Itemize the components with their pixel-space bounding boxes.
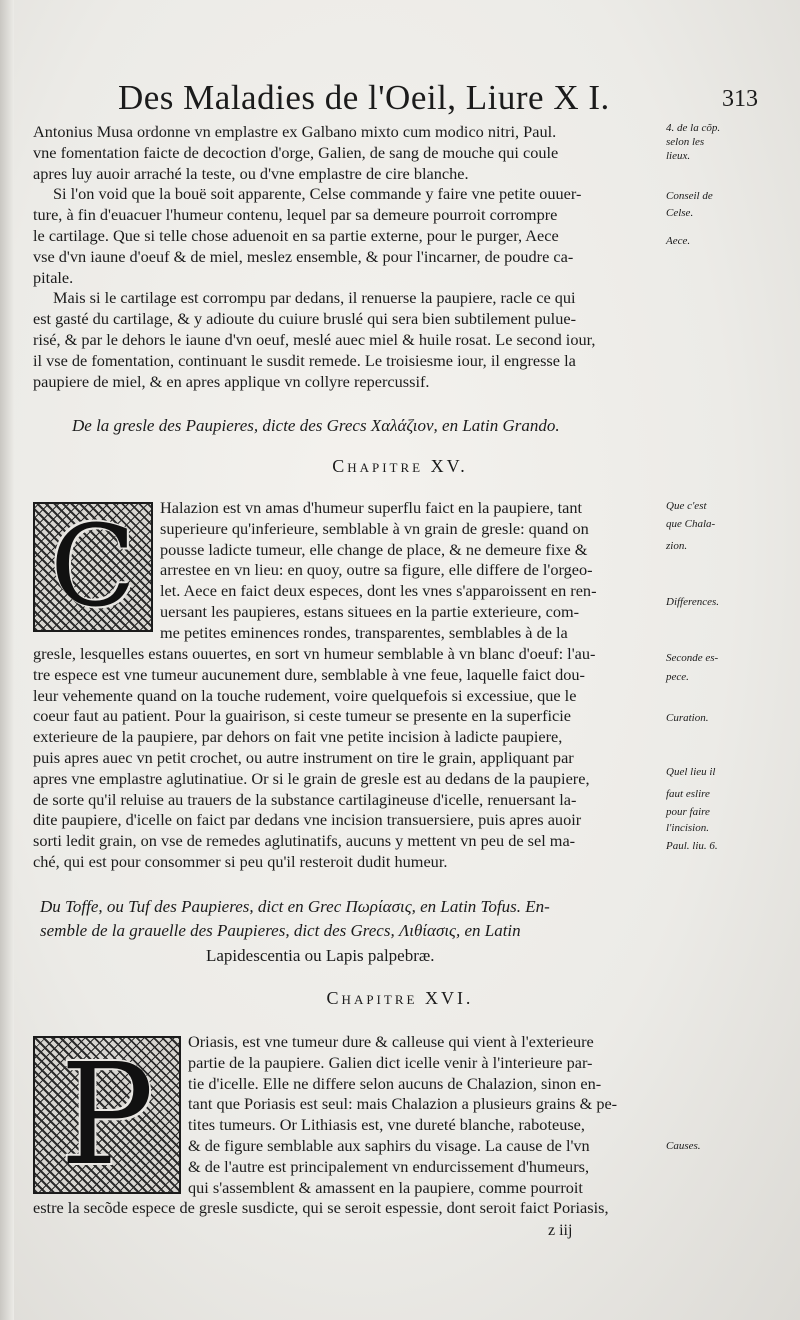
margin-note: 4. de la cõp. [666, 122, 721, 134]
margin-note: pour faire [666, 806, 710, 818]
text-line: coeur faut au patient. Pour la guairison, si ceste tumeur se presente en la superficie [33, 706, 571, 726]
text-line: puis apres auec vn petit crochet, ou autre instrument on tire le grain, appliquant par [33, 747, 574, 767]
margin-note: Conseil de [666, 190, 713, 202]
text-line: qui s'assemblent & amassent en la paupiere, comme pourroit [188, 1177, 583, 1197]
text-line: de sorte qu'il reluise au trauers de la substance cartilagineuse d'icelle, renuersant la- [33, 789, 577, 809]
margin-note: lieux. [666, 150, 691, 162]
text-line: paupiere de miel, & en apres applique vn collyre repercussif. [33, 371, 430, 391]
text-line: vse d'vn iaune d'oeuf & de miel, meslez ensemble, & pour l'incarner, de poudre ca- [33, 246, 574, 266]
text-line: apres luy auoir arraché la teste, ou d'vne emplastre de cire blanche. [33, 163, 469, 183]
text-line: apres vne emplastre aglutinatiue. Or si le grain de gresle est au dedans de la paupiere, [33, 768, 590, 788]
decorated-initial-c [33, 502, 153, 632]
margin-note: Que c'est [666, 500, 707, 512]
text-line: le cartilage. Que si telle chose aduenoit en sa partie externe, pour le purger, Aece [33, 225, 559, 245]
text-line: risé, & par le dehors le iaune d'vn oeuf, meslé auec miel & huile rosat. Le second iour, [33, 329, 596, 349]
text-line: il vse de fomentation, continuant le susdit remede. Le troisiesme iour, il engresse la [33, 350, 576, 370]
margin-note: Aece. [666, 235, 691, 247]
text-line: dite paupiere, d'icelle on faict par dedans vne incision transuersiere, puis apres auoir [33, 810, 582, 830]
text-line: Mais si le cartilage est corrompu par dedans, il renuerse la paupiere, racle ce qui [53, 288, 576, 308]
initial-letter: C [50, 502, 136, 632]
text-line: Halazion est vn amas d'humeur superflu faict en la paupiere, tant [160, 498, 583, 517]
initial-letter: P [59, 1033, 155, 1197]
text-line: & de figure semblable aux saphirs du visage. La cause de l'vn [188, 1135, 590, 1155]
margin-note: pece. [666, 671, 689, 683]
text-line: tre espece est vne tumeur aucunement dure, semblable à vne feue, laquelle faict dou- [33, 664, 585, 684]
text-line: & de l'autre est principalement vn endurcissement d'humeurs, [188, 1156, 590, 1176]
section-1-text [33, 122, 663, 392]
text-line: arrestee en vn lieu: en quoy, outre sa figure, elle differe de l'orgeo- [160, 560, 593, 580]
text-line: tant que Poriasis est seul: mais Chalazion a plusieurs grains & pe- [188, 1094, 618, 1114]
margin-note: Differences. [666, 596, 720, 608]
margin-note: zion. [666, 540, 688, 552]
text-line: vne fomentation faicte de decoction d'orge, Galien, de sang de mouche qui coule [33, 142, 559, 162]
text-line: Antonius Musa ordonne vn emplastre ex Galbano mixto cum modico nitri, Paul. [33, 122, 557, 141]
chapter-16-heading: Chapitre XVI. [326, 988, 474, 1008]
running-title: Des Maladies de l'Oeil, Liure X I. [118, 78, 610, 117]
text-line: pousse ladicte tumeur, elle change de place, & ne demeure fixe & [160, 539, 588, 559]
text-line: exterieure de la paupiere, par dehors on fait vne petite incision à ladicte paupiere, [33, 727, 563, 747]
decorated-initial-p [33, 1033, 181, 1197]
text-line: est gasté du cartilage, & y adioute du cuiure bruslé qui sera bien subtilement pulue- [33, 309, 576, 329]
text-line: superieure qu'inferieure, semblable à vn grain de gresle: quand on [160, 518, 589, 538]
text-line: pitale. [33, 267, 74, 287]
text-line: gresle, lesquelles estans ouuertes, en sort vn humeur semblable à vn blanc d'oeuf: l'au- [33, 644, 596, 663]
chapter-16-subtitle-line-2: semble de la grauelle des Paupieres, dict des Grecs, Λιθίασις, en Latin [40, 921, 521, 940]
text-line: me petites eminences rondes, transparentes, semblables à de la [160, 622, 568, 642]
margin-note: Seconde es- [666, 652, 719, 664]
margin-note: Celse. [666, 207, 694, 219]
text-line: leur vehemente quand on la touche rudement, voire quelquefois si excessiue, que le [33, 685, 577, 705]
text-line: sorti ledit grain, on vse de remedes aglutinatifs, aucuns y mettent vn peu de sel ma- [33, 831, 576, 851]
page-number: 313 [722, 86, 758, 112]
margin-note: selon les [666, 136, 705, 148]
signature-mark: z iij [548, 1222, 573, 1239]
text-line: tites tumeurs. Or Lithiasis est, vne dureté blanche, raboteuse, [188, 1115, 585, 1135]
text-line: tie d'icelle. Elle ne differe selon aucuns de Chalazion, sinon en- [188, 1073, 602, 1093]
margin-note: l'incision. [666, 822, 709, 834]
text-line: ture, à fin d'euacuer l'humeur contenu, lequel par sa demeure pourroit corrompre [33, 205, 558, 225]
running-head [118, 78, 758, 118]
text-line: partie de la paupiere. Galien dict icelle venir à l'interieure par- [188, 1052, 593, 1072]
chapter-16-subtitle-line-1: Du Toffe, ou Tuf des Paupieres, dict en Grec Πωρίασις, en Latin Tofus. En- [40, 897, 550, 916]
chapter-16-wrap-text [188, 1032, 663, 1198]
page-edge-shadow [0, 0, 14, 1320]
text-line: let. Aece en faict deux especes, dont les vnes s'apparoissent en ren- [160, 581, 597, 601]
chapter-15-text [33, 644, 663, 873]
margin-note: que Chala- [666, 518, 716, 530]
margin-note: Quel lieu il [666, 766, 716, 778]
margin-note: Paul. liu. 6. [666, 840, 718, 852]
chapter-16-subtitle-line-3: Lapidescentia ou Lapis palpebræ. [206, 946, 435, 965]
chapter-15-subtitle: De la gresle des Paupieres, dicte des Grecs Χαλάζιον, en Latin Grando. [72, 416, 560, 435]
margin-note: faut eslire [666, 788, 710, 800]
text-line: ché, qui est pour consommer si peu qu'il resteroit dudit humeur. [33, 851, 448, 871]
text-line: Oriasis, est vne tumeur dure & calleuse qui vient à l'exterieure [188, 1032, 594, 1051]
text-line: estre la secõde espece de gresle susdicte, qui se seroit espessie, dont seroit faict Poriasis, [33, 1198, 609, 1217]
margin-note: Curation. [666, 712, 709, 724]
text-line: uersant les paupieres, estans situees en la partie exterieure, com- [160, 601, 580, 621]
chapter-16-text [33, 1198, 663, 1219]
chapter-15-wrap-text [160, 498, 663, 644]
text-line: Si l'on void que la bouë soit apparente, Celse commande y faire vne petite ouuer- [53, 184, 582, 204]
margin-note: Causes. [666, 1140, 701, 1152]
chapter-15-heading: Chapitre XV. [332, 456, 468, 476]
